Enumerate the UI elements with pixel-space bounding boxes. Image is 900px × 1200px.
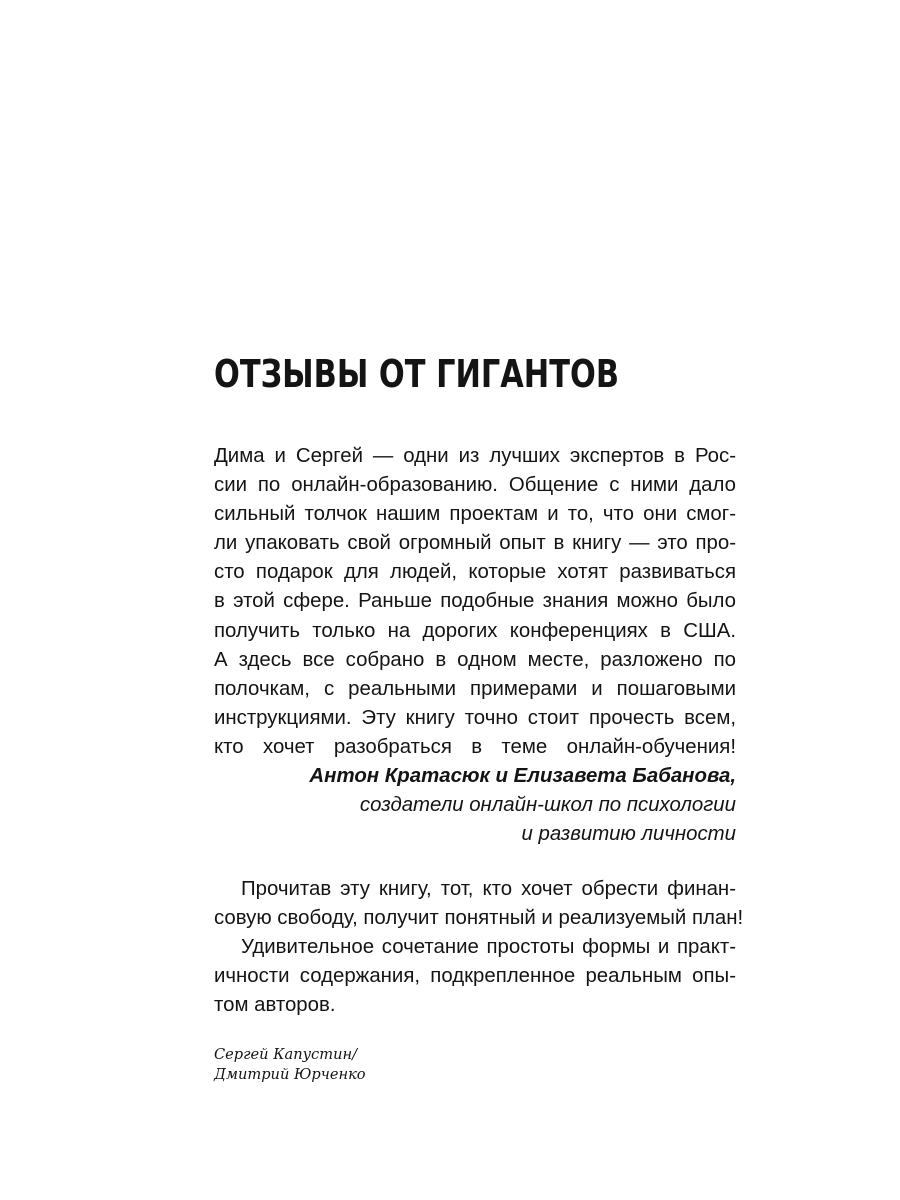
review-2-line: Прочитав эту книгу, тот, кто хочет обрести финан- (241, 878, 736, 900)
review-1-line: сто подарок для людей, которые хотят развиваться (214, 561, 736, 584)
review-1-line: кто хочет разобраться в теме онлайн-обучения! (214, 735, 736, 758)
review-1-line: полочкам, с реальными примерами и пошаговыми (214, 677, 736, 700)
review-1-line: инструкциями. Эту книгу точно стоит прочесть всем, (214, 706, 736, 729)
attribution-role: и развитию личности (521, 823, 736, 846)
review-2-signature (214, 1045, 366, 1084)
review-2-line: совую свободу, получит понятный и реализуемый план! (214, 907, 744, 930)
review-2-line: том авторов. (214, 994, 336, 1017)
page-title: ОТЗЫВЫ ОТ ГИГАНТОВ (214, 352, 619, 396)
review-1-line: сильный толчок нашим проектам и то, что они смог- (214, 503, 736, 526)
review-2-line: ичности содержания, подкрепленное реальным опы- (214, 965, 736, 988)
review-1-attribution (214, 762, 736, 849)
review-1-line: Дима и Сергей — одни из лучших экспертов в Рос- (214, 445, 736, 467)
review-1-line: в этой сфере. Раньше подобные знания можно было (214, 590, 736, 613)
review-1-text (214, 442, 736, 762)
review-2-text (214, 875, 744, 1020)
review-1-line: получить только на дорогих конференциях в США. (214, 619, 736, 642)
signature-line: Сергей Капустин/ (214, 1046, 357, 1063)
review-1-line: ли упаковать свой огромный опыт в книгу — это про- (214, 532, 736, 555)
review-1-line: А здесь все собрано в одном месте, разложено по (214, 648, 736, 671)
attribution-name: Антон Кратасюк и Елизавета Бабанова, (309, 765, 736, 787)
attribution-role: создатели онлайн-школ по психологии (359, 794, 736, 817)
review-1-line: сии по онлайн-образованию. Общение с ними дало (214, 474, 736, 497)
review-2-line: Удивительное сочетание простоты формы и практ- (241, 936, 736, 959)
signature-line: Дмитрий Юрченко (214, 1065, 366, 1083)
